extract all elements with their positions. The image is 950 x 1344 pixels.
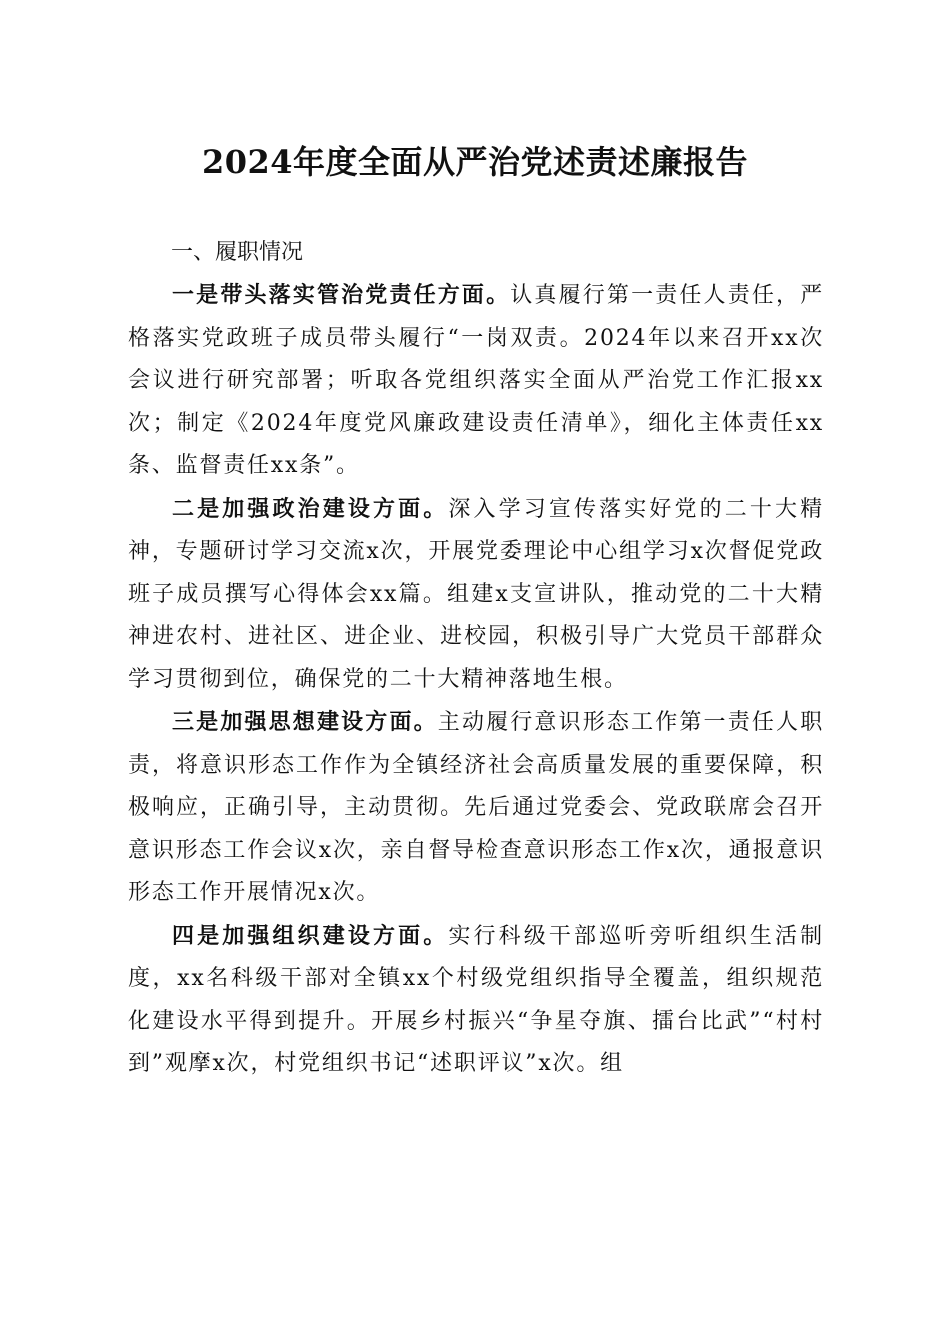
paragraph-ideological-building: [128, 701, 824, 915]
document-body: [128, 232, 824, 1086]
paragraph-body: 认真履行第一责任人责任，严格落实党政班子成员带头履行“一岗双责。2024年以来召开xx次会议进行研究部署；听取各党组织落实全面从严治党工作汇报xx次；制定《2024年度党风廉政建设责任清单》，细化主体责任xx条、监督责任xx条”。: [128, 283, 825, 478]
paragraph-body: 深入学习宣传落实好党的二十大精神，专题研讨学习交流x次，开展党委理论中心组学习x次督促党政班子成员撰写心得体会xx篇。组建x支宣讲队，推动党的二十大精神进农村、进社区、进企业、进校园，积极引导广大党员干部群众学习贯彻到位，确保党的二十大精神落地生根。: [128, 496, 824, 692]
paragraph-organizational-building: [128, 915, 824, 1086]
paragraph-lead: 四是加强组织建设方面。: [172, 922, 449, 949]
paragraph-lead: 二是加强政治建设方面。: [172, 495, 449, 522]
paragraph-body: 实行科级干部巡听旁听组织生活制度，xx名科级干部对全镇xx个村级党组织指导全覆盖，组织规范化建设水平得到提升。开展乡村振兴“争星夺旗、擂台比武”“村村到”观摩x次，村党组织书记“述职评议”x次。组: [128, 923, 824, 1076]
section-heading: 一、履职情况: [171, 240, 304, 265]
paragraph-lead: 一是带头落实管治党责任方面。: [172, 282, 511, 308]
paragraph-lead: 三是加强思想建设方面。: [172, 709, 438, 735]
document-title: 2024年度全面从严治党述责述廉报告: [201, 143, 749, 181]
paragraph-body: 主动履行意识形态工作第一责任人职责，将意识形态工作作为全镇经济社会高质量发展的重要保障，积极响应，正确引导，主动贯彻。先后通过党委会、党政联席会召开意识形态工作会议x次，亲自督导检查意识形态工作x次，通报意识形态工作开展情况x次。: [128, 710, 824, 905]
paragraph-political-building: [128, 488, 824, 702]
paragraph-responsibility: [128, 274, 824, 488]
